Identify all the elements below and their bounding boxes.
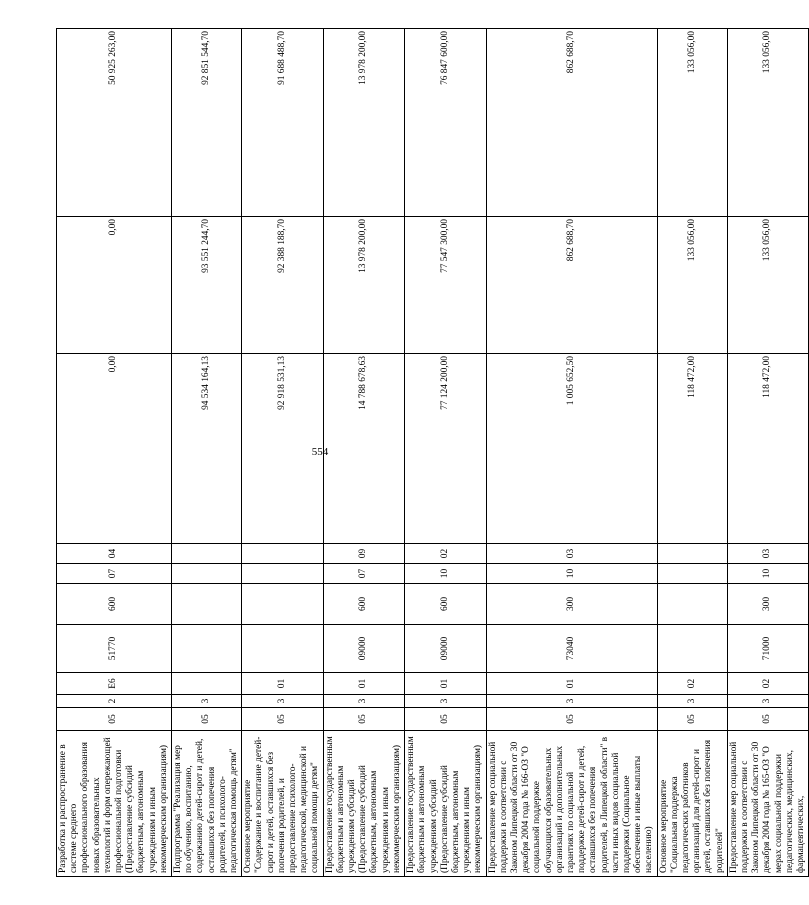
subsection-code: 02 — [405, 544, 486, 564]
code-subprogram: 3 — [486, 695, 657, 708]
table-row — [486, 29, 657, 877]
amount-2: 93 551 244,70 — [172, 217, 242, 354]
code-direction: 51770 — [57, 625, 172, 673]
amount-2: 862 688,70 — [486, 217, 657, 354]
code-subprogram: 3 — [242, 695, 323, 708]
code-direction: 71000 — [727, 625, 808, 673]
amount-3: 133 056,00 — [727, 29, 808, 217]
amount-1: 77 124 200,00 — [405, 354, 486, 544]
row-name: Предоставление государственным бюджетным и автономным учреждениям субсидий (Предоставление субсидий бюджетным, автономным учреждениям и иным некоммерческим организациям) — [405, 731, 486, 877]
code-program: 05 — [486, 708, 657, 731]
expense-type — [242, 584, 323, 625]
expense-type: 600 — [57, 584, 172, 625]
code-direction: 09000 — [323, 625, 404, 673]
amount-3: 862 688,70 — [486, 29, 657, 217]
expense-type — [657, 584, 727, 625]
amount-1: 92 918 531,13 — [242, 354, 323, 544]
code-program: 05 — [57, 708, 172, 731]
section-code — [242, 564, 323, 584]
code-event: 02 — [657, 673, 727, 695]
code-subprogram: 3 — [323, 695, 404, 708]
code-program: 05 — [242, 708, 323, 731]
code-direction: 09000 — [405, 625, 486, 673]
code-program: 05 — [405, 708, 486, 731]
budget-table — [56, 28, 809, 877]
table-row — [405, 29, 486, 877]
rotated-page — [56, 29, 806, 877]
code-subprogram: 2 — [57, 695, 172, 708]
expense-type: 600 — [323, 584, 404, 625]
subsection-code: 09 — [323, 544, 404, 564]
amount-1: 118 472,00 — [657, 354, 727, 544]
table-row — [242, 29, 323, 877]
expense-type: 600 — [405, 584, 486, 625]
section-code: 10 — [405, 564, 486, 584]
row-name: Основное мероприятие "Социальная поддержка педагогических работников организаций для детей-сирот и детей, оставшихся без попечения родителей" — [657, 731, 727, 877]
page-number: 554 — [311, 446, 329, 458]
table-row — [172, 29, 242, 877]
subsection-code — [657, 544, 727, 564]
amount-1: 1 005 652,50 — [486, 354, 657, 544]
amount-2: 92 388 188,70 — [242, 217, 323, 354]
row-name: Предоставление государственным бюджетным и автономным учреждениям субсидий (Предоставление субсидий бюджетным, автономным учреждениям и иным некоммерческим организациям) — [323, 731, 404, 877]
subsection-code — [242, 544, 323, 564]
code-event: 02 — [727, 673, 808, 695]
table-row — [57, 29, 172, 877]
code-event: 01 — [242, 673, 323, 695]
code-program: 05 — [727, 708, 808, 731]
section-code: 07 — [57, 564, 172, 584]
expense-type — [172, 584, 242, 625]
code-program: 05 — [172, 708, 242, 731]
code-event: 01 — [405, 673, 486, 695]
amount-3: 133 056,00 — [657, 29, 727, 217]
code-event: 01 — [323, 673, 404, 695]
amount-2: 133 056,00 — [657, 217, 727, 354]
expense-type: 300 — [727, 584, 808, 625]
amount-1: 118 472,00 — [727, 354, 808, 544]
code-subprogram: 3 — [727, 695, 808, 708]
row-name: Предоставление мер социальной поддержки в соответствии с Законом Липецкой области от 30 декабря 2004 года № 166-ОЗ "О социальной поддержке обучающихся образовательных организаций и дополнительных гарантиях по социальной поддержке детей-сирот и детей, оставшихся без попечения родителей, в Липецкой области" в части иных видов социальной поддержки (Социальное обеспечение и иные выплаты населению) — [486, 731, 657, 877]
amount-1: 0,00 — [57, 354, 172, 544]
amount-1: 14 788 678,63 — [323, 354, 404, 544]
subsection-code: 04 — [57, 544, 172, 564]
expense-type: 300 — [486, 584, 657, 625]
section-code — [172, 564, 242, 584]
amount-2: 77 547 300,00 — [405, 217, 486, 354]
row-name: Основное мероприятие "Содержание и воспитание детей-сирот и детей, оставшихся без попечения родителей, и предоставление психолого-педагогической, медицинской и социальной помощи детям" — [242, 731, 323, 877]
code-event: 01 — [486, 673, 657, 695]
code-subprogram: 3 — [657, 695, 727, 708]
table-row — [657, 29, 727, 877]
code-direction — [657, 625, 727, 673]
section-code: 10 — [486, 564, 657, 584]
row-name: Разработка и распространение в системе среднего профессионального образования новых образовательных технологий и форм опережающей профессиональной подготовки (Предоставление субсидий бюджетным, автономным учреждениям и иным некоммерческим организациям) — [57, 731, 172, 877]
amount-2: 13 978 200,00 — [323, 217, 404, 354]
code-event: Е6 — [57, 673, 172, 695]
table-row — [323, 29, 404, 877]
row-name: Подпрограмма "Реализация мер по обучению, воспитанию, содержанию детей-сирот и детей, оставшихся без попечения родителей, и психолого-педагогическая помощь детям" — [172, 731, 242, 877]
amount-1: 94 534 164,13 — [172, 354, 242, 544]
section-code: 10 — [727, 564, 808, 584]
section-code — [657, 564, 727, 584]
amount-3: 50 925 263,00 — [57, 29, 172, 217]
code-subprogram: 3 — [172, 695, 242, 708]
code-direction — [242, 625, 323, 673]
amount-3: 92 851 544,70 — [172, 29, 242, 217]
code-program: 05 — [323, 708, 404, 731]
row-name: Предоставление мер социальной поддержки в соответствии с Законом Липецкой области от 30 декабря 2004 года № 165-ОЗ "О мерах социальной поддержки педагогических, медицинских, фармацевтических, — [727, 731, 808, 877]
amount-3: 91 688 488,70 — [242, 29, 323, 217]
code-event — [172, 673, 242, 695]
amount-2: 0,00 — [57, 217, 172, 354]
amount-2: 133 056,00 — [727, 217, 808, 354]
subsection-code: 03 — [727, 544, 808, 564]
code-direction: 73040 — [486, 625, 657, 673]
table-row — [727, 29, 808, 877]
code-subprogram: 3 — [405, 695, 486, 708]
amount-3: 13 978 200,00 — [323, 29, 404, 217]
amount-3: 76 847 600,00 — [405, 29, 486, 217]
code-direction — [172, 625, 242, 673]
subsection-code: 03 — [486, 544, 657, 564]
subsection-code — [172, 544, 242, 564]
code-program: 05 — [657, 708, 727, 731]
section-code: 07 — [323, 564, 404, 584]
